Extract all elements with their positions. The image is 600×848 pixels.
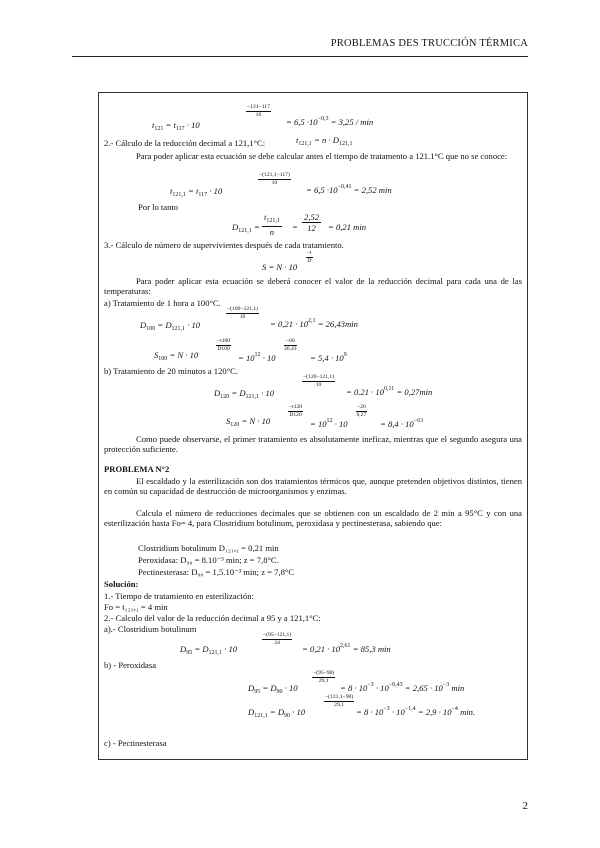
eq9-mid: = D xyxy=(194,644,209,654)
step2-rhs-sub: 121,1 xyxy=(338,141,353,147)
eq4-exp-den: D xyxy=(307,257,312,264)
eq1-exp-den: 10 xyxy=(255,111,262,118)
eq6-exp2-num: −60 xyxy=(285,338,295,344)
eq2-mid: = t xyxy=(188,186,199,196)
eq2-lhs-sub: 121,1 xyxy=(172,192,186,198)
eq3-frac2-num: 2,52 xyxy=(304,212,320,222)
eq1-rhs-exp: −0,3 xyxy=(317,116,329,122)
data-clostridium: Clostridium botulinum D₁₂₁,₁ = 0,21 min xyxy=(138,543,279,553)
eq11-exp-num: −(121,1−90) xyxy=(325,694,354,700)
eq1-base: · 10 xyxy=(186,120,200,130)
eq10-mid-sub: 90 xyxy=(276,689,283,695)
eq2-exp-den: 10 xyxy=(271,179,278,186)
eq8-exp1-num: −t120 xyxy=(289,404,303,410)
eq11-mid: = D xyxy=(269,707,285,717)
eq1-mid: = t xyxy=(165,120,176,130)
eq4-exponent xyxy=(306,250,313,264)
eq5-exp-num: −(100−121,1) xyxy=(227,306,259,312)
eq10-unit: min xyxy=(451,683,465,693)
eq6-exponent-1 xyxy=(216,338,231,352)
por-lo-tanto: Por lo tanto xyxy=(138,202,179,212)
eq6-exp1-num: −t100 xyxy=(217,338,231,344)
eq3-frac1-den: n xyxy=(269,227,275,237)
eq7-exp-num: −(120−121,1) xyxy=(303,374,335,380)
eq1-mid-sub: 117 xyxy=(175,126,185,132)
eq2-base: · 10 xyxy=(209,186,223,196)
paragraph-2: Para poder aplicar esta ecuación se deberá conocer el valor de la reducción decimal para cada una de las temperaturas: xyxy=(104,276,522,296)
eq7-base: · 10 xyxy=(261,388,275,398)
eq5-lhs: D xyxy=(140,320,147,330)
eq11-lhs-sub: 121,1 xyxy=(254,713,268,719)
eq7-mid-sub: 121,1 xyxy=(245,394,260,400)
eq1-lhs-sub: 121 xyxy=(154,126,164,132)
header-rule xyxy=(72,56,528,57)
eq8-result: = 8,4 · 10 xyxy=(380,419,414,429)
eq4-text: S = N · 10 xyxy=(262,262,298,272)
eq7-mid: = D xyxy=(231,388,246,398)
eq1-rhs: = 6,5 ·10 xyxy=(286,117,318,127)
eq2-rhs-exp: −0,41 xyxy=(337,184,352,190)
eq7-rhs: = 0.21 · 10 xyxy=(346,387,385,397)
eq7-lhs: D xyxy=(214,388,221,398)
eq8-mid2-exp: 12 xyxy=(326,418,333,424)
eq10-result-exp: −3 xyxy=(442,682,450,688)
step-2-formula xyxy=(296,135,352,149)
eq8-lhs-sub: 120 xyxy=(230,422,240,428)
eq1-exponent xyxy=(246,104,271,118)
solution-step-2a: a).- Clostridium botulinum xyxy=(104,624,197,634)
eq8-lhs: S xyxy=(226,416,231,426)
eq10-base2: · 10 xyxy=(375,683,389,693)
eq11-base2: · 10 xyxy=(391,707,405,717)
eq10-exp-num: −(95−90) xyxy=(313,670,335,676)
eq11-unit: min. xyxy=(460,707,476,717)
eq11-exp-den: 29,1 xyxy=(334,701,344,708)
eq3-frac2-den: 12 xyxy=(307,223,316,233)
running-header: PROBLEMAS DES TRUCCIÓN TÉRMICA xyxy=(330,38,528,49)
eq9-result: = 85,3 min xyxy=(352,644,391,654)
step-2-heading: 2.- Cálculo de la reducción decimal a 121,1°C: xyxy=(104,138,266,148)
eq9-rhs-exp: 2,61 xyxy=(340,643,351,649)
solution-step-2: 2.- Calculo del valor de la reducción decimal a 95 y a 121,1°C: xyxy=(104,613,321,623)
page-number: 2 xyxy=(522,800,528,812)
eq4-exp-num: −t xyxy=(307,250,312,256)
eq1-exp-num: −121−117 xyxy=(247,104,270,110)
eq1-result: = 3,25 / min xyxy=(330,117,374,127)
eq9-base: · 10 xyxy=(224,644,238,654)
eq2-exp-num: −(121,1−117) xyxy=(259,172,290,178)
step2-lhs: t xyxy=(296,135,299,145)
case-a-heading: a) Tratamiento de 1 hora a 100°C. xyxy=(104,298,221,308)
eq11-exponent xyxy=(324,694,354,708)
eq5-rhs-exp: 2,1 xyxy=(308,318,316,324)
eq10-rhs: = 8 · 10 xyxy=(340,683,368,693)
eq5-mid-sub: 121,1 xyxy=(171,326,186,332)
eq9-rhs: = 0,21 · 10 xyxy=(302,644,341,654)
eq2-mid-sub: 117 xyxy=(198,192,208,198)
eq5-mid: = D xyxy=(157,320,172,330)
eq11-result-exp: −4 xyxy=(451,706,458,712)
solution-heading: Solución: xyxy=(104,579,139,589)
eq11-mid-sub: 90 xyxy=(284,713,291,719)
eq6-mid: = N · 10 xyxy=(169,350,199,360)
eq1-lhs: t xyxy=(152,120,155,130)
eq3-frac-2 xyxy=(302,212,321,233)
eq2-result: = 2,52 min xyxy=(353,185,392,195)
data-pectinesterasa: Pectinesterasa: D₉₀ = 1,5.10⁻³ min; z = 7,8°C xyxy=(138,567,295,577)
eq3-frac1-num: t xyxy=(264,212,267,222)
eq5-rhs: = 0,21 · 10 xyxy=(270,319,309,329)
eq2-exponent xyxy=(258,172,291,186)
eq8-exponent-1 xyxy=(288,404,303,418)
eq8-mid: = N · 10 xyxy=(241,416,271,426)
eq9-lhs-sub: 95 xyxy=(186,650,193,656)
eq8-mid2: = 10 xyxy=(310,419,327,429)
eq8-exp1-den: D120 xyxy=(289,411,302,418)
eq10-base: · 10 xyxy=(284,683,298,693)
eq8-exponent-2 xyxy=(356,404,367,418)
eq6-mid2: = 10 xyxy=(238,353,255,363)
eq6-lhs: S xyxy=(154,350,159,360)
eq6-base2: · 10 xyxy=(262,353,276,363)
eq3-frac-1 xyxy=(262,212,282,237)
solution-step-2b: b) - Peroxidasa xyxy=(104,660,157,670)
eq5-result: = 26,43min xyxy=(317,319,358,329)
eq6-exponent-2 xyxy=(284,338,297,352)
eq6-exp1-den: D100 xyxy=(217,345,230,352)
eq3-result: = 0,21 min xyxy=(328,222,367,232)
eq10-mid: = D xyxy=(262,683,277,693)
eq10-base2-exp: −0,43 xyxy=(388,682,403,688)
eq11-rhs: = 8 · 10 xyxy=(356,707,384,717)
eq3-lhs-sub: 121,1 xyxy=(238,228,252,234)
eq11-base: · 10 xyxy=(292,707,306,717)
eq5-lhs-sub: 100 xyxy=(146,326,156,332)
eq8-exp2-num: −20 xyxy=(357,404,366,410)
eq11-base2-exp: −1,4 xyxy=(404,706,416,712)
eq9-exponent xyxy=(262,632,292,646)
eq3-lhs: D xyxy=(232,222,239,232)
problem-2-paragraph-1: El escaldado y la esterilización son dos tratamientos térmicos que, aunque pretenden objetivos distintos, tienen en común su capacidad de destrucción de microorganismos y enzimas. xyxy=(104,476,522,496)
eq8-base2: · 10 xyxy=(334,419,348,429)
data-peroxidasa: Peroxidasa: D₉₀ = 8.10⁻³ min; z = 7,8°C. xyxy=(138,555,279,565)
solution-step-1: 1.- Tiempo de tratamiento en esterilización: xyxy=(104,591,254,601)
eq11-result: = 2,9 · 10 xyxy=(417,707,452,717)
eq6-mid2-exp: 12 xyxy=(254,352,261,358)
eq6-lhs-sub: 100 xyxy=(158,356,168,362)
eq11-rhs-exp: −3 xyxy=(383,706,390,712)
eq7-exponent xyxy=(302,374,335,388)
eq10-lhs: D xyxy=(248,683,255,693)
eq8-exp2-den: 0,27 xyxy=(356,411,367,418)
eq11-lhs: D xyxy=(248,707,255,717)
eq9-lhs: D xyxy=(180,644,187,654)
eq7-rhs-exp: 0,11 xyxy=(384,386,395,392)
eq3-frac1-num-sub: 121,1 xyxy=(266,218,280,224)
eq6-result: = 5,4 · 10 xyxy=(310,353,344,363)
eq9-exp-den: 24 xyxy=(274,639,280,646)
eq10-lhs-sub: 95 xyxy=(254,689,261,695)
case-b-heading: b) Tratamiento de 20 minutos a 120°C. xyxy=(104,366,239,376)
eq9-exp-num: −(95−121,1) xyxy=(263,632,292,638)
problem-2-title: PROBLEMA N°2 xyxy=(104,464,170,474)
eq7-lhs-sub: 120 xyxy=(220,394,230,400)
eq8-result-exp: −63 xyxy=(413,418,424,424)
eq9-mid-sub: 121,1 xyxy=(208,650,223,656)
eq7-exp-den: 10 xyxy=(315,381,322,388)
step-3-heading: 3.- Cálculo de número de supervivientes después de cada tratamiento. xyxy=(104,240,344,250)
eq5-base: · 10 xyxy=(187,320,201,330)
eq6-result-exp: 9 xyxy=(343,352,347,358)
eq10-exp-den: 29,1 xyxy=(318,677,329,684)
paragraph-3: Como puede observarse, el primer tratamiento es absolutamente ineficaz, mientras que el segundo asegura una protección suficiente. xyxy=(104,434,522,454)
eq2-lhs: t xyxy=(170,186,173,196)
eq7-result: = 0,27min xyxy=(396,387,433,397)
eq2-rhs: = 6,5 ·10 xyxy=(306,185,338,195)
eq10-result: = 2,65 · 10 xyxy=(404,683,443,693)
paragraph-1: Para poder aplicar esta ecuación se debe calcular antes el tiempo de tratamento a 121.1°C que no se conoce: xyxy=(136,151,508,161)
step2-lhs-sub: 121,1 xyxy=(298,141,312,147)
eq6-exp2-den: 26,43 xyxy=(284,345,297,352)
step2-rhs: = n · D xyxy=(314,135,339,145)
eq10-exponent xyxy=(312,670,335,684)
problem-2-paragraph-2: Calcula el número de reducciones decimales que se obtienen con un escaldado de 2 min a 95°C y con una esterilización hasta Fo= 4, para Clostridium botulinum, peroxidasa y pectinesterasa, sabiendo que: xyxy=(104,508,522,528)
solution-step-2c: c) - Pectinesterasa xyxy=(104,738,167,748)
solution-step-1b: Fo = t₁₂₁,₁ = 4 min xyxy=(104,602,168,612)
eq5-exponent xyxy=(226,306,259,320)
eq10-rhs-exp: −3 xyxy=(367,682,374,688)
eq5-exp-den: 10 xyxy=(239,313,246,320)
